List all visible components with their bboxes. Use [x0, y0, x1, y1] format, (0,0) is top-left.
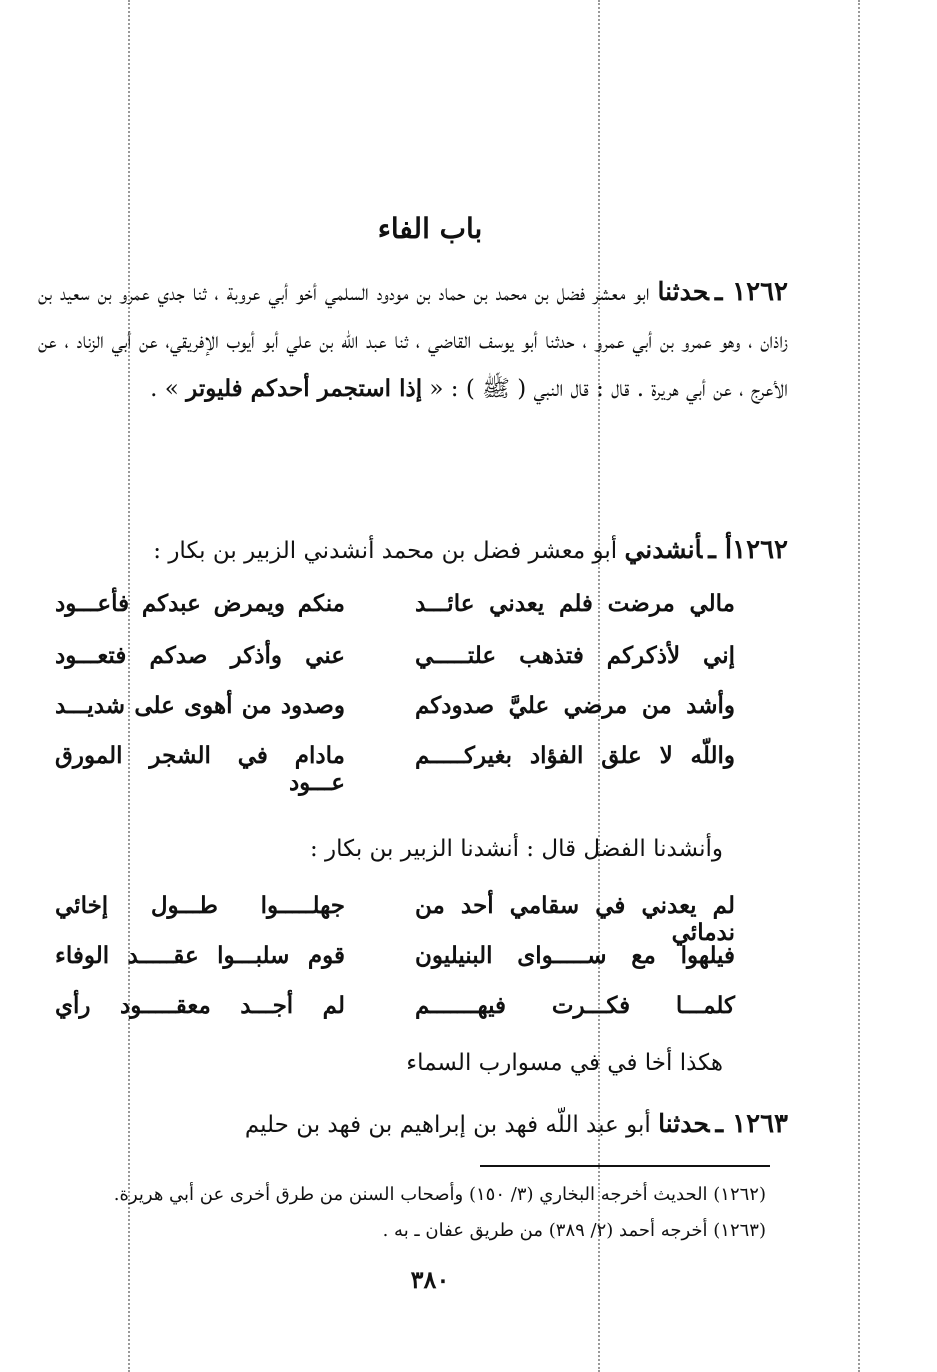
poem-verse: [55, 590, 735, 638]
poem-extra-line: هكذا أخا في في مسوارب السماء: [406, 1050, 723, 1076]
verse-second-hemistich: جهلـــــوا طـــول إخائي: [55, 892, 345, 919]
entry-number: ١٢٦٣ ـ: [715, 1109, 788, 1139]
footnote-separator: [480, 1165, 770, 1167]
entry-keyword: أنشدني: [624, 535, 703, 564]
footnote: (١٢٦٣) أخرجه أحمد (٢/ ٣٨٩) من طريق عفان ـ به .: [382, 1220, 766, 1241]
entry-text: أبو عبد اللّه فهد بن إبراهيم بن فهد بن حليم: [244, 1112, 651, 1138]
entry-number: ١٢٦٢أ ـ: [708, 535, 788, 565]
verse-first-hemistich: فيلهوا مع ســـــواى البنيليون: [415, 942, 735, 969]
entry-end: » .: [150, 376, 179, 402]
footnote: (١٢٦٢) الحديث أخرجه البخاري (٣/ ١٥٠) وأصحاب السنن من طرق أخرى عن أبي هريرة.: [113, 1184, 766, 1205]
entry-text: ابو معشر فضل بن محمد بن حماد بن مودود السلمي أخو أبي عروبة ، ثنا جدي عمرو بن سعيد بن زاذان ، وهو عمرو بن أبي عمرو ، حدثنا أبو يوسف القاضي ، ثنا عبد اللّه بن علي أبو أيوب الإفريقي، عن أبي الزناد ، عن الأعرج ، عن أبي هريرة . قال : قال النبي ( ﷺ ) : «: [38, 280, 788, 402]
verse-first-hemistich: لم يعدني في سقامي أحد من ندمائي: [415, 892, 735, 946]
verse-second-hemistich: وصدود من أهوى على شديـــد: [55, 692, 345, 719]
poem-intro: وأنشدنا الفضل قال : أنشدنا الزبير بن بكار :: [309, 836, 723, 862]
poem-verse: [55, 992, 735, 1040]
verse-first-hemistich: وأشد من مرضي عليَّ صدودكم: [415, 692, 735, 719]
entry-number: ١٢٦٢ ـ: [714, 277, 789, 307]
hadith-entry-1262: [38, 268, 788, 413]
verse-second-hemistich: منكم ويمرض عبدكم فأعـــود: [55, 590, 345, 617]
verse-first-hemistich: إني لأذكركم فتذهب علتـــــي: [415, 642, 735, 669]
entry-text: أبو معشر فضل بن محمد أنشدني الزبير بن بكار :: [153, 538, 618, 564]
verse-first-hemistich: واللّه لا علق الفؤاد بغيركـــــم: [415, 742, 735, 769]
poem-verse: [55, 742, 735, 796]
verse-second-hemistich: لم أجـــد معقـــــود رأي: [55, 992, 345, 1019]
page-crease-line: [858, 0, 860, 1372]
verse-second-hemistich: مادام في الشجر المورق عـــود: [55, 742, 345, 796]
verse-first-hemistich: كلمـــا فكـــرت فيهـــــــم: [415, 992, 735, 1019]
poem-verse: [55, 892, 735, 946]
verse-second-hemistich: عني وأذكر صدكم فتعـــود: [55, 642, 345, 669]
poem-entry-1262a: [38, 526, 788, 575]
page-number: ٣٨٠: [410, 1265, 450, 1294]
poem-verse: [55, 692, 735, 740]
verse-second-hemistich: قوم سلبـــوا عقـــــد الوفاء: [55, 942, 345, 969]
chapter-heading: باب الفاء: [377, 212, 483, 245]
entry-keyword: حدثنا: [657, 277, 709, 306]
entry-keyword: حدثنا: [658, 1109, 710, 1138]
verse-first-hemistich: مالي مرضت فلم يعدني عائـــد: [415, 590, 735, 617]
hadith-entry-1263: [38, 1100, 788, 1149]
hadith-text: إذا استجمر أحدكم فليوتر: [186, 375, 423, 402]
poem-verse: [55, 642, 735, 690]
poem-verse: [55, 942, 735, 990]
